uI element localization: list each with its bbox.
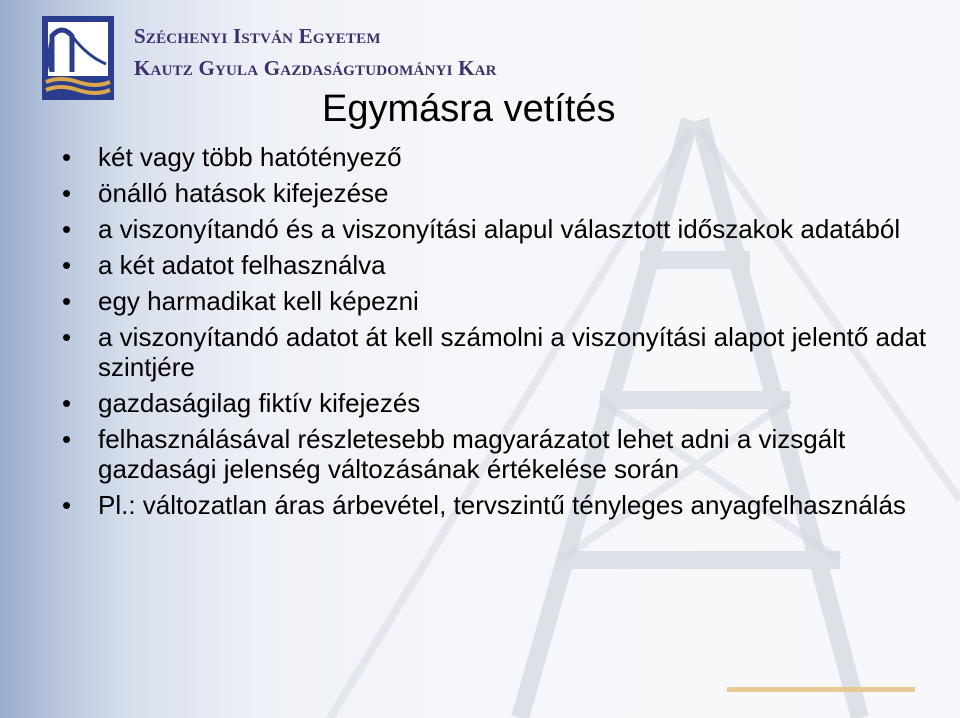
bullet-item xyxy=(60,322,940,382)
bullet-dot-icon: • xyxy=(62,490,72,520)
bullet-dot-icon: • xyxy=(62,178,72,208)
bullet-item xyxy=(60,424,940,484)
bullet-dot-icon: • xyxy=(62,250,72,280)
bullet-item xyxy=(60,214,940,244)
bullet-dot-icon: • xyxy=(62,322,72,352)
bullet-item xyxy=(60,388,940,418)
bullet-item xyxy=(60,286,940,316)
bullet-text: a viszonyítandó és a viszonyítási alapul választott időszakok adatából xyxy=(98,214,901,244)
bullet-item xyxy=(60,250,940,280)
bullet-text: a két adatot felhasználva xyxy=(98,250,386,280)
bullet-dot-icon: • xyxy=(62,142,72,172)
bullet-list xyxy=(60,142,940,526)
bullet-text: egy harmadikat kell képezni xyxy=(98,286,419,316)
bullet-item xyxy=(60,142,940,172)
bullet-dot-icon: • xyxy=(62,388,72,418)
slide-title: Egymásra vetítés xyxy=(322,88,616,130)
bullet-text: a viszonyítandó adatot át kell számolni a viszonyítási alapot jelentő adat szintjére xyxy=(98,322,927,382)
accent-rule xyxy=(727,687,915,692)
university-name: Széchenyi István Egyetem xyxy=(134,24,381,48)
bullet-text: két vagy több hatótényező xyxy=(98,142,402,172)
bullet-text: Pl.: változatlan áras árbevétel, tervszintű tényleges anyagfelhasználás xyxy=(98,490,906,520)
bullet-text: önálló hatások kifejezése xyxy=(98,178,389,208)
bullet-item xyxy=(60,490,940,520)
faculty-name: Kautz Gyula Gazdaságtudományi Kar xyxy=(134,56,497,80)
bullet-text: felhasználásával részletesebb magyarázatot lehet adni a vizsgált gazdasági jelenség változásának értékelése során xyxy=(98,424,846,484)
bullet-item xyxy=(60,178,940,208)
bullet-text: gazdaságilag fiktív kifejezés xyxy=(98,388,421,418)
bullet-dot-icon: • xyxy=(62,424,72,454)
bullet-dot-icon: • xyxy=(62,214,72,244)
university-logo-icon xyxy=(42,16,114,100)
bullet-dot-icon: • xyxy=(62,286,72,316)
